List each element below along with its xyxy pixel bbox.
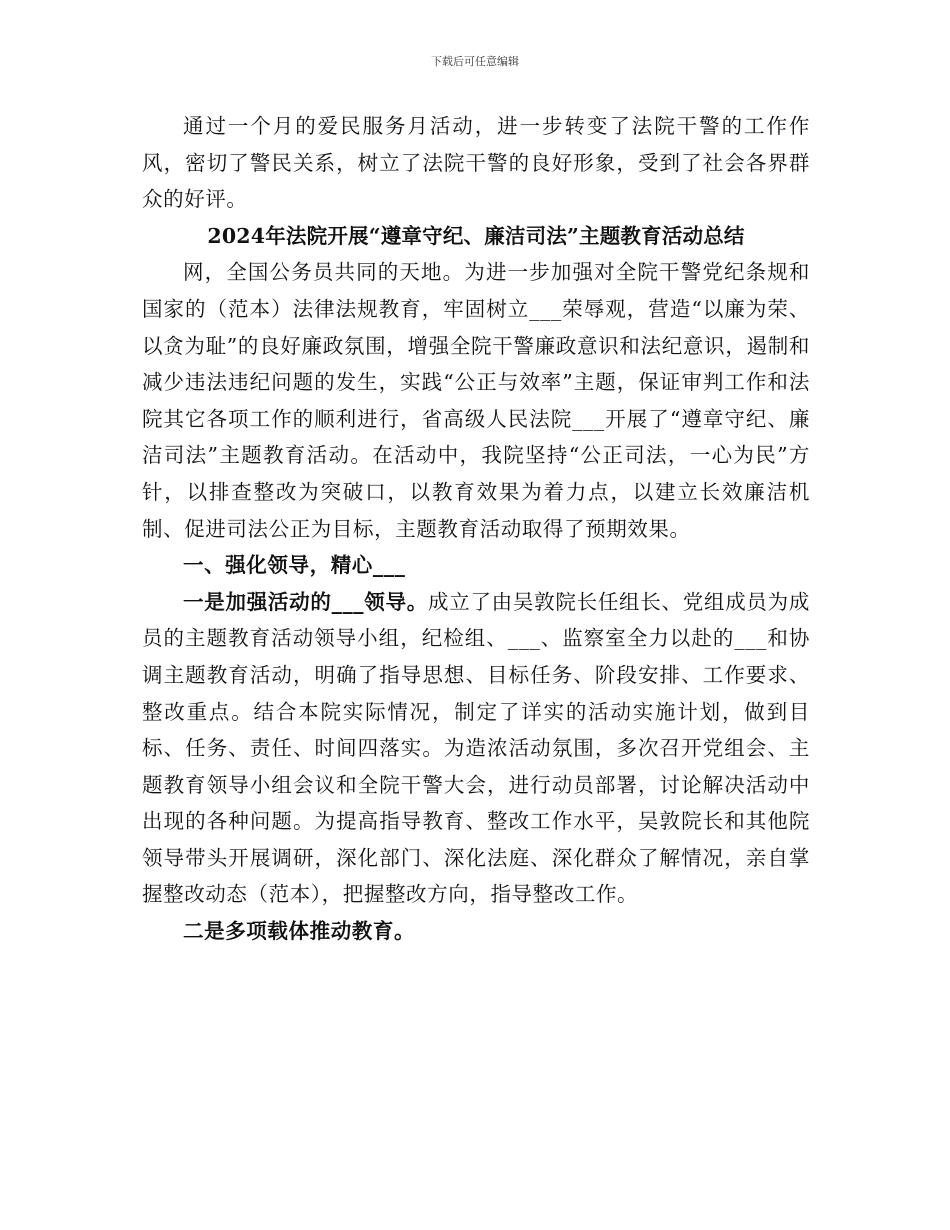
document-body (142, 108, 810, 950)
section-heading-2: 二是多项载体推动教育。 (183, 919, 416, 944)
paragraph-2 (142, 584, 810, 913)
paragraph-2-text: 成立了由吴敦院长任组长、党组成员为成员的主题教育活动领导小组，纪检组、___、监察室全力以赴的___和协调主题教育活动，明确了指导思想、目标任务、阶段安排、工作要求、整改重点。结合本院实际情况，制定了详实的活动实施计划，做到目标、任务、责任、时间四落实。为造浓活动氛围，多次召开党组会、主题教育领导小组会议和全院干警大会，进行动员部署，讨论解决活动中出现的各种问题。为提高指导教育、整改工作水平，吴敦院长和其他院领导带头开展调研，深化部门、深化法庭、深化群众了解情况，亲自掌握整改动态（范本），把握整改方向，指导整改工作。 (142, 589, 810, 907)
paragraph-1: 网，全国公务员共同的天地。为进一步加强对全院干警党纪条规和国家的（范本）法律法规教育，牢固树立___荣辱观，营造“以廉为荣、以贪为耻”的良好廉政氛围，增强全院干警廉政意识和法纪意识，遏制和减少违法违纪问题的发生，实践“公正与效率”主题，保证审判工作和法院其它各项工作的顺利进行，省高级人民法院___开展了“遵章守纪、廉洁司法”主题教育活动。在活动中，我院坚持“公正司法，一心为民”方针，以排查整改为突破口，以教育效果为着力点，以建立长效廉洁机制、促进司法公正为目标，主题教育活动取得了预期效果。 (142, 260, 810, 541)
document-title: 2024年法院开展“遵章守纪、廉洁司法”主题教育活动总结 (207, 223, 745, 248)
page-header: 下载后可任意编辑 (431, 55, 519, 68)
section-heading-1: 一、强化领导，精心___ (183, 553, 406, 578)
intro-paragraph: 通过一个月的爱民服务月活动，进一步转变了法院干警的工作作风，密切了警民关系，树立了法院干警的良好形象，受到了社会各界群众的好评。 (142, 114, 810, 212)
paragraph-2-lead: 一是加强活动的___领导。 (183, 589, 428, 614)
